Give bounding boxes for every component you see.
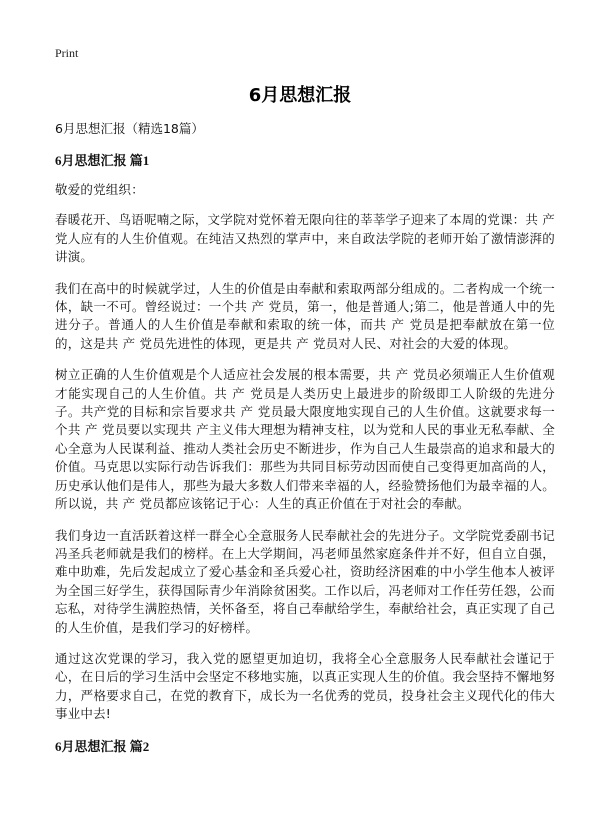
document-subtitle: 6月思想汇报（精选18篇） <box>55 121 204 136</box>
section-heading-2: 6月思想汇报 篇2 <box>55 738 150 754</box>
print-link[interactable]: Print <box>55 46 79 60</box>
paragraph-3: 树立正确的人生价值观是个人适应社会发展的根本需要，共 产 党员必须端正人生价值观才能实现自己的人生价值。共 产 党员是人类历史上最进步的阶级即工人阶级的先进分子。共产党的目标和宗旨要求共 产 党员最大限度地实现自己的人生价值。这就要求每一个共 产 党员要以实现共 产主义伟大理想为精神支柱，以为党和人民的事业无私奉献、全心全意为人民谋利益、推动人类社会历史不断进步，作为自己人生最崇高的追求和最大的价值。马克思以实际行动告诉我们：那些为共同目标劳动因而使自己变得更加高尚的人，历史承认他们是伟人，那些为最大多数人们带来幸福的人，经验赞扬他们为最幸福的人。所以说，共 产 党员都应该铭记于心：人生的真正价值在于对社会的奉献。 <box>55 367 555 512</box>
document-body <box>55 120 555 767</box>
paragraph-2: 我们在高中的时候就学过，人生的价值是由奉献和索取两部分组成的。二者构成一个统一体，缺一不可。曾经说过：一个共 产 党员，第一，他是普通人;第二，他是普通人中的先进分子。普通人的人生价值是奉献和索取的统一体，而共 产 党员是把奉献放在第一位的，这是共 产 党员先进性的体现，更是共 产 党员对人民、对社会的大爱的体现。 <box>55 280 555 351</box>
section-heading-1: 6月思想汇报 篇1 <box>55 153 150 168</box>
paragraph-4: 我们身边一直活跃着这样一群全心全意服务人民奉献社会的先进分子。文学院党委副书记冯圣兵老师就是我们的榜样。在上大学期间，冯老师虽然家庭条件并不好，但自立自强，难中助难，先后发起成立了爱心基金和圣兵爱心社，资助经济困难的中小学生他本人被评为全国三好学生，获得国际青少年消除贫困奖。工作以后，冯老师对工作任劳任怨，公而忘私，对待学生满腔热情，关怀备至，将自己奉献给学生，奉献给社会，真正实现了自己的人生价值，是我们学习的好榜样。 <box>55 527 555 635</box>
greeting: 敬爱的党组织： <box>55 182 144 197</box>
paragraph-1: 春暖花开、鸟语呢喃之际，文学院对党怀着无限向往的莘莘学子迎来了本周的党课：共 产 党人应有的人生价值观。在纯洁又热烈的掌声中，来自政法学院的老师开始了激情澎湃的讲演。 <box>55 212 555 265</box>
paragraph-5: 通过这次党课的学习，我入党的愿望更加迫切，我将全心全意服务人民奉献社会谨记于心，在日后的学习生活中会坚定不移地实施，以真正实现人生的价值。我会坚持不懈地努力，严格要求自己，在党的教育下，成长为一名优秀的党员，投身社会主义现代化的伟大事业中去! <box>55 650 555 722</box>
page-title: 6月思想汇报 <box>248 85 352 106</box>
